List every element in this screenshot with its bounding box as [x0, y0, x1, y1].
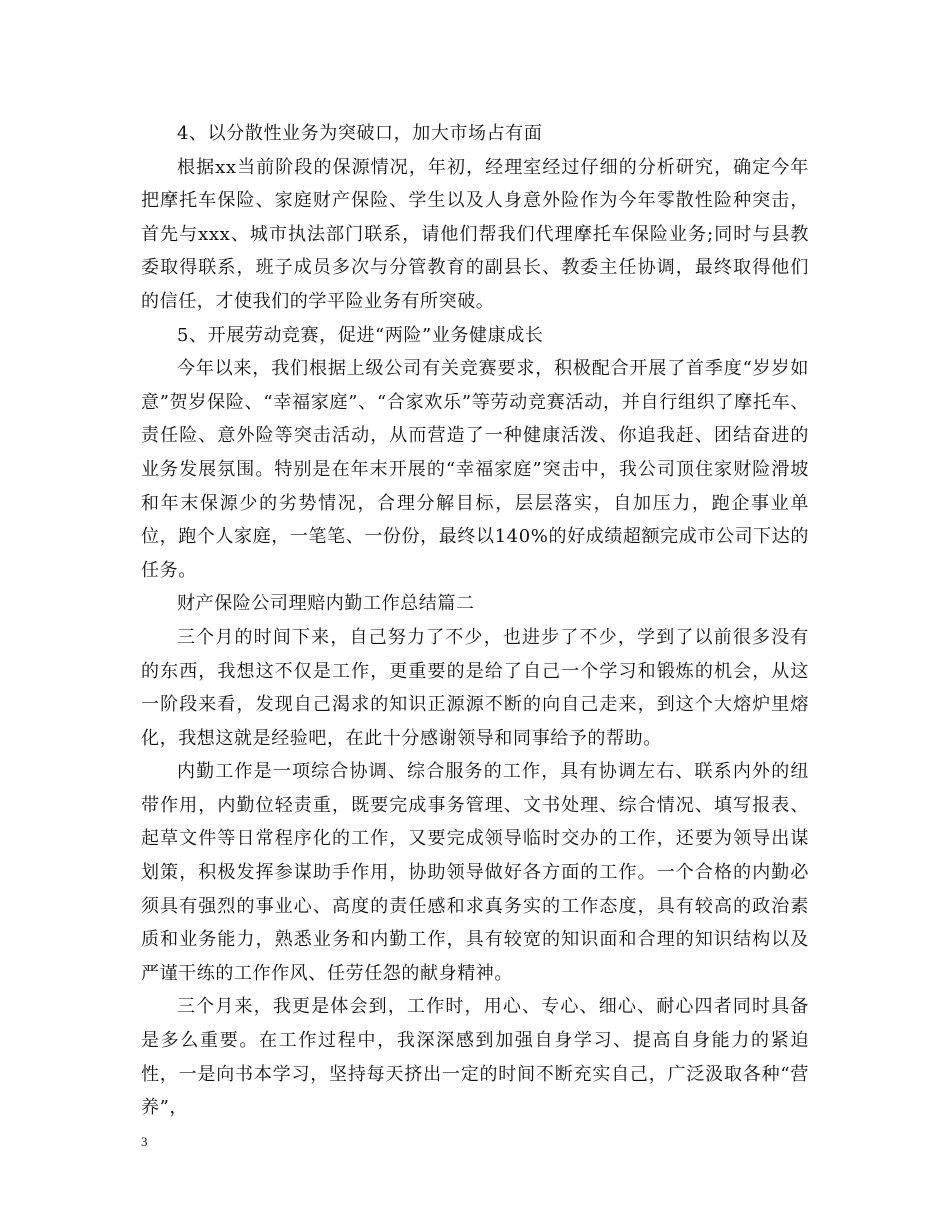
body-paragraph: 根据xx当前阶段的保源情况，年初，经理室经过仔细的分析研究，确定今年把摩托车保险、家庭财产保险、学生以及人身意外险作为今年零散性险种突击，首先与xxx、城市执法部门联系，请他们帮我们代理摩托车保险业务;同时与县教委取得联系，班子成员多次与分管教育的副县长、教委主任协调，最终取得他们的信任，才使我们的学平险业务有所突破。 [141, 156, 809, 312]
page-number: 3 [141, 1134, 148, 1149]
article-subtitle: 财产保险公司理赔内勤工作总结篇二 [177, 593, 475, 615]
document-body [141, 117, 809, 1125]
body-paragraph: 今年以来，我们根据上级公司有关竞赛要求，积极配合开展了首季度“岁岁如意”贺岁保险、“幸福家庭”、“合家欢乐”等劳动竞赛活动，并自行组织了摩托车、责任险、意外险等突击活动，从而营造了一种健康活泼、你追我赶、团结奋进的业务发展氛围。特别是在年末开展的“幸福家庭”突击中，我公司顶住家财险滑坡和年末保源少的劣势情况，合理分解目标，层层落实，自加压力，跑企事业单位，跑个人家庭，一笔笔、一份份，最终以140%的好成绩超额完成市公司下达的任务。 [141, 358, 809, 581]
section-heading: 4、以分散性业务为突破口，加大市场占有面 [177, 123, 543, 144]
body-paragraph: 三个月的时间下来，自己努力了不少，也进步了不少，学到了以前很多没有的东西，我想这不仅是工作，更重要的是给了自己一个学习和锻炼的机会，从这一阶段来看，发现自己渴求的知识正源源不断的向自己走来，到这个大熔炉里熔化，我想这就是经验吧，在此十分感谢领导和同事给予的帮助。 [141, 626, 809, 749]
section-heading: 5、开展劳动竞赛，促进“两险”业务健康成长 [177, 324, 544, 346]
body-paragraph: 内勤工作是一项综合协调、综合服务的工作，具有协调左右、联系内外的纽带作用，内勤位轻责重，既要完成事务管理、文书处理、综合情况、填写报表、起草文件等日常程序化的工作，又要完成领导临时交办的工作，还要为领导出谋划策，积极发挥参谋助手作用，协助领导做好各方面的工作。一个合格的内勤必须具有强烈的事业心、高度的责任感和求真务实的工作态度，具有较高的政治素质和业务能力，熟悉业务和内勤工作，具有较宽的知识面和合理的知识结构以及严谨干练的工作作风、任劳任怨的献身精神。 [141, 761, 809, 984]
body-paragraph: 三个月来，我更是体会到，工作时，用心、专心、细心、耐心四者同时具备是多么重要。在工作过程中，我深深感到加强自身学习、提高自身能力的紧迫性，一是向书本学习，坚持每天挤出一定的时间不断充实自己，广泛汲取各种“营养”， [141, 996, 809, 1119]
